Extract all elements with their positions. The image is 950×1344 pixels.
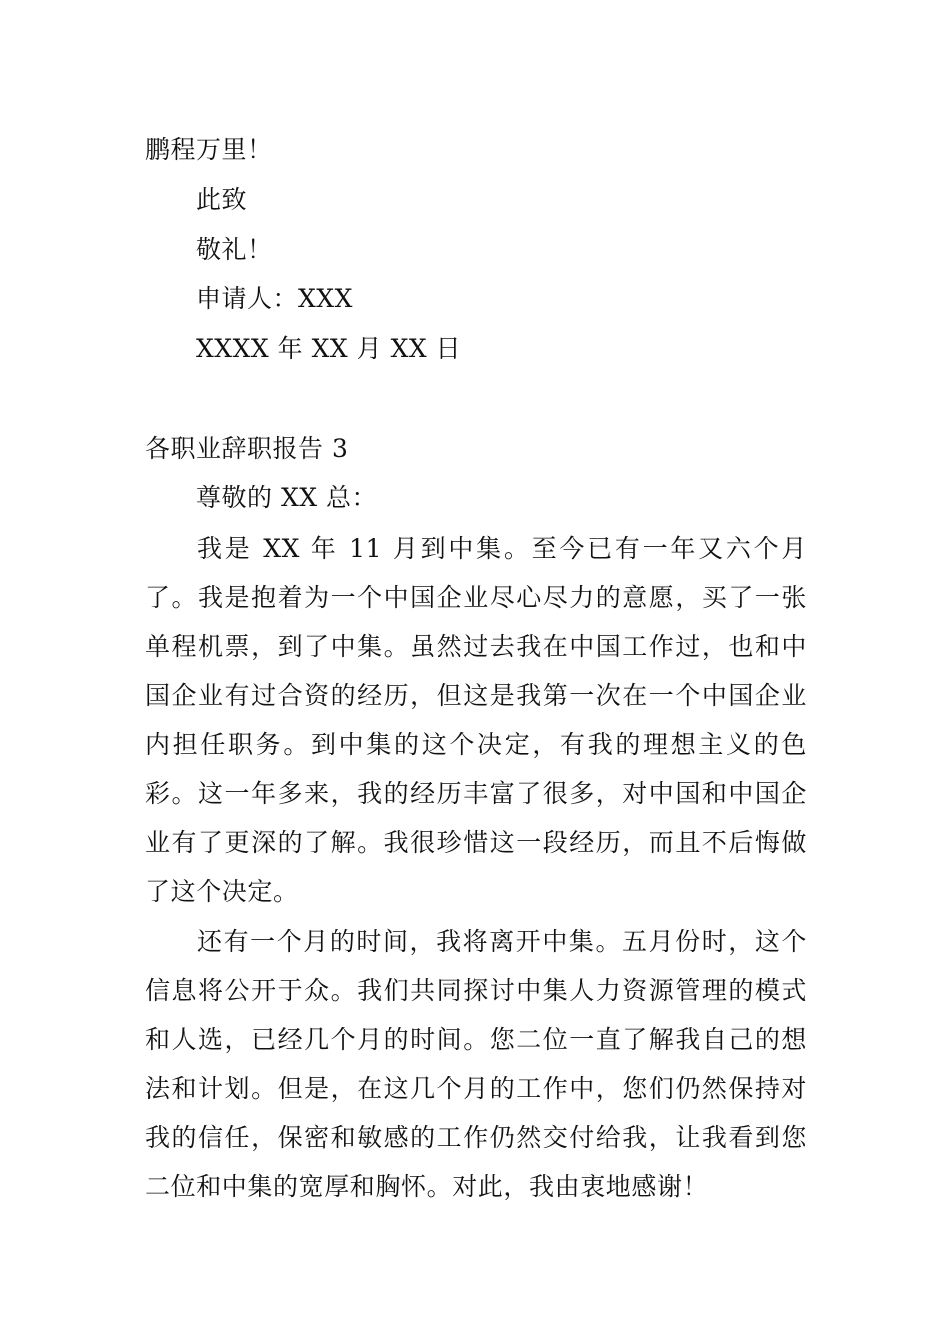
applicant-signature: 申请人：XXX [196, 284, 353, 313]
closing-wish: 鹏程万里！ [145, 135, 273, 164]
report-title: 各职业辞职报告 3 [145, 434, 349, 463]
body-paragraph-2: 还有一个月的时间，我将离开中集。五月份时，这个信息将公开于众。我们共同探讨中集人力资源管理的模式和人选，已经几个月的时间。您二位一直了解我自己的想法和计划。但是，在这几个月的工作中，您们仍然保持对我的信任，保密和敏感的工作仍然交付给我，让我看到您二位和中集的宽厚和胸怀。对此，我由衷地感谢！ [145, 927, 807, 1201]
letter-date: XXXX 年 XX 月 XX 日 [196, 334, 462, 363]
body-paragraph-1: 我是 XX 年 11 月到中集。至今已有一年又六个月了。我是抱着为一个中国企业尽心尽力的意愿，买了一张单程机票，到了中集。虽然过去我在中国工作过，也和中国企业有过合资的经历，但这是我第一次在一个中国企业内担任职务。到中集的这个决定，有我的理想主义的色彩。这一年多来，我的经历丰富了很多，对中国和中国企业有了更深的了解。我很珍惜这一段经历，而且不后悔做了这个决定。 [145, 534, 807, 906]
salutation-line-2: 敬礼！ [196, 235, 273, 264]
report-greeting: 尊敬的 XX 总： [196, 483, 377, 512]
salutation-line-1: 此致 [196, 185, 248, 214]
